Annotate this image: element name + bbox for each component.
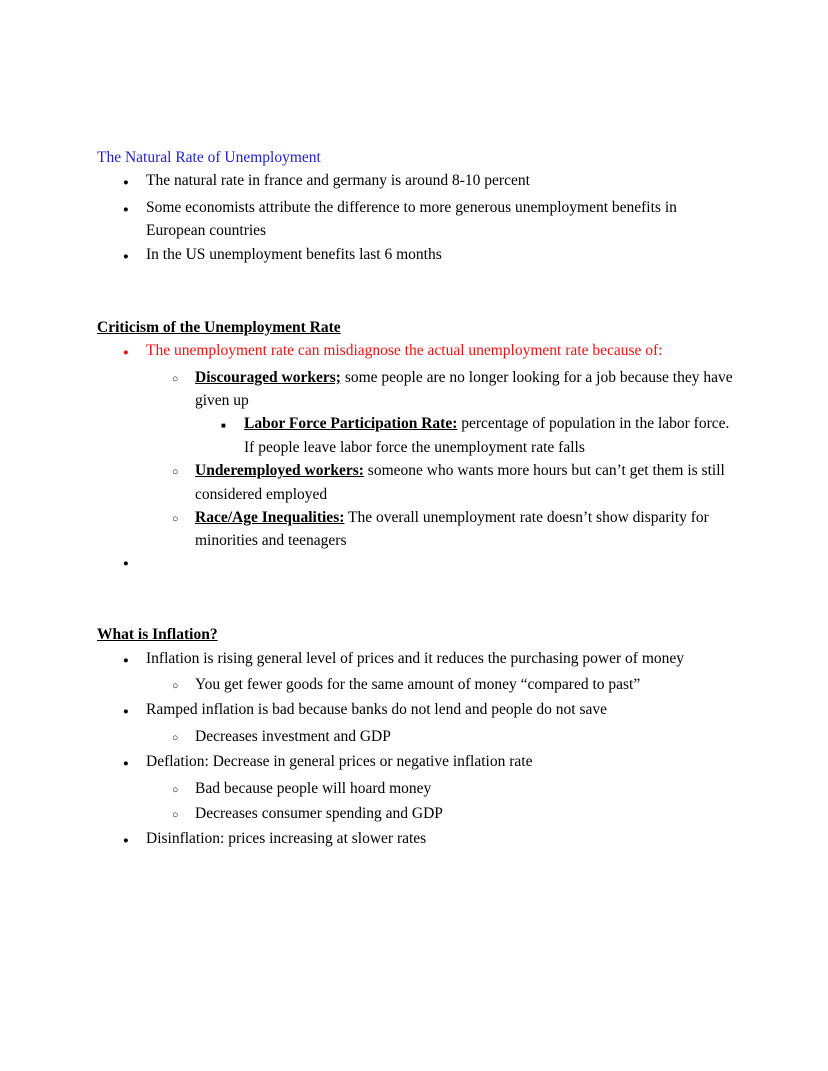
item-text (195, 777, 737, 800)
text-run: The natural rate in france and germany is around 8-10 percent (146, 172, 530, 190)
bullet-icon: ○ (172, 784, 179, 796)
bullet-icon: ○ (172, 680, 179, 692)
document-content (97, 146, 737, 854)
text-run: some people are no longer looking for a job because they have given up (195, 368, 733, 410)
bullet-icon: ■ (221, 421, 226, 431)
bullet-icon: ● (123, 759, 129, 770)
text-run: Decreases investment and GDP (195, 727, 391, 745)
bullet-icon: ○ (172, 514, 179, 526)
text-run: Some economists attribute the difference to more generous unemployment benefits in European countries (146, 198, 677, 240)
text-run: Race/Age Inequalities: (195, 509, 345, 527)
list-item (97, 366, 737, 413)
text-run: The overall unemployment rate doesn’t show disparity for minorities and teenagers (195, 509, 709, 550)
item-text (146, 647, 737, 670)
list-item (97, 553, 737, 576)
item-text (195, 506, 737, 553)
list-item (97, 243, 737, 269)
list-item (97, 725, 737, 750)
section-heading: What is Inflation? (97, 626, 218, 644)
section-criticism-of-the-unemployment-rate (97, 316, 737, 576)
bullet-icon: ● (123, 558, 129, 569)
text-run: Bad because people will hoard money (195, 779, 432, 797)
list-item (97, 777, 737, 802)
list-item (97, 169, 737, 195)
section-heading: Criticism of the Unemployment Rate (97, 318, 341, 336)
bullet-icon: ○ (172, 373, 179, 385)
text-run: Inflation is rising general level of prices and it reduces the purchasing power of money (146, 649, 685, 667)
list-item (97, 673, 737, 698)
item-text (195, 725, 737, 748)
section-natural-rate-of-unemployment (97, 146, 737, 269)
item-text (146, 243, 737, 266)
text-run: Labor Force Participation Rate: (244, 415, 458, 433)
section-what-is-inflation (97, 623, 737, 854)
list-item (97, 827, 737, 853)
list-item (97, 647, 737, 673)
text-run: Ramped inflation is bad because banks do not lend and people do not save (146, 701, 608, 719)
text-run: Underemployed workers: (195, 462, 364, 480)
bullet-icon: ● (123, 836, 129, 847)
text-run: percentage of population in the labor force. If people leave labor force the unemployment rate falls (244, 415, 730, 456)
bullet-icon: ○ (172, 732, 179, 744)
section-heading: The Natural Rate of Unemployment (97, 149, 321, 166)
text-run: In the US unemployment benefits last 6 months (146, 245, 442, 263)
item-text (146, 827, 737, 850)
list-item (97, 459, 737, 506)
list-item (97, 412, 737, 459)
text-run: You get fewer goods for the same amount of money “compared to past” (195, 675, 641, 693)
bullet-icon: ● (123, 707, 129, 718)
item-text (146, 698, 737, 721)
text-run: Discouraged workers; (195, 368, 341, 386)
list-item (97, 750, 737, 776)
item-text (146, 750, 737, 773)
list-item (97, 698, 737, 724)
bullet-icon: ● (123, 348, 129, 359)
item-text (195, 459, 737, 506)
list-item (97, 802, 737, 827)
text-run: Deflation: Decrease in general prices or negative inflation rate (146, 753, 533, 771)
list-item (97, 196, 737, 243)
item-text (146, 169, 737, 192)
bullet-icon: ● (123, 178, 129, 189)
list-item (97, 506, 737, 553)
item-text (195, 802, 737, 825)
text-run: The unemployment rate can misdiagnose the actual unemployment rate because of: (146, 342, 663, 360)
item-text (244, 412, 737, 459)
text-run: Disinflation: prices increasing at slower rates (146, 830, 427, 848)
bullet-icon: ○ (172, 467, 179, 479)
list-item (97, 339, 737, 365)
item-text (195, 366, 737, 413)
text-run: Decreases consumer spending and GDP (195, 804, 443, 822)
bullet-icon: ● (123, 204, 129, 215)
item-text (146, 196, 737, 243)
bullet-icon: ● (123, 251, 129, 262)
bullet-icon: ○ (172, 809, 179, 821)
item-text (195, 673, 737, 696)
text-run: someone who wants more hours but can’t get them is still considered employed (195, 462, 725, 503)
item-text (146, 339, 737, 362)
bullet-icon: ● (123, 655, 129, 666)
